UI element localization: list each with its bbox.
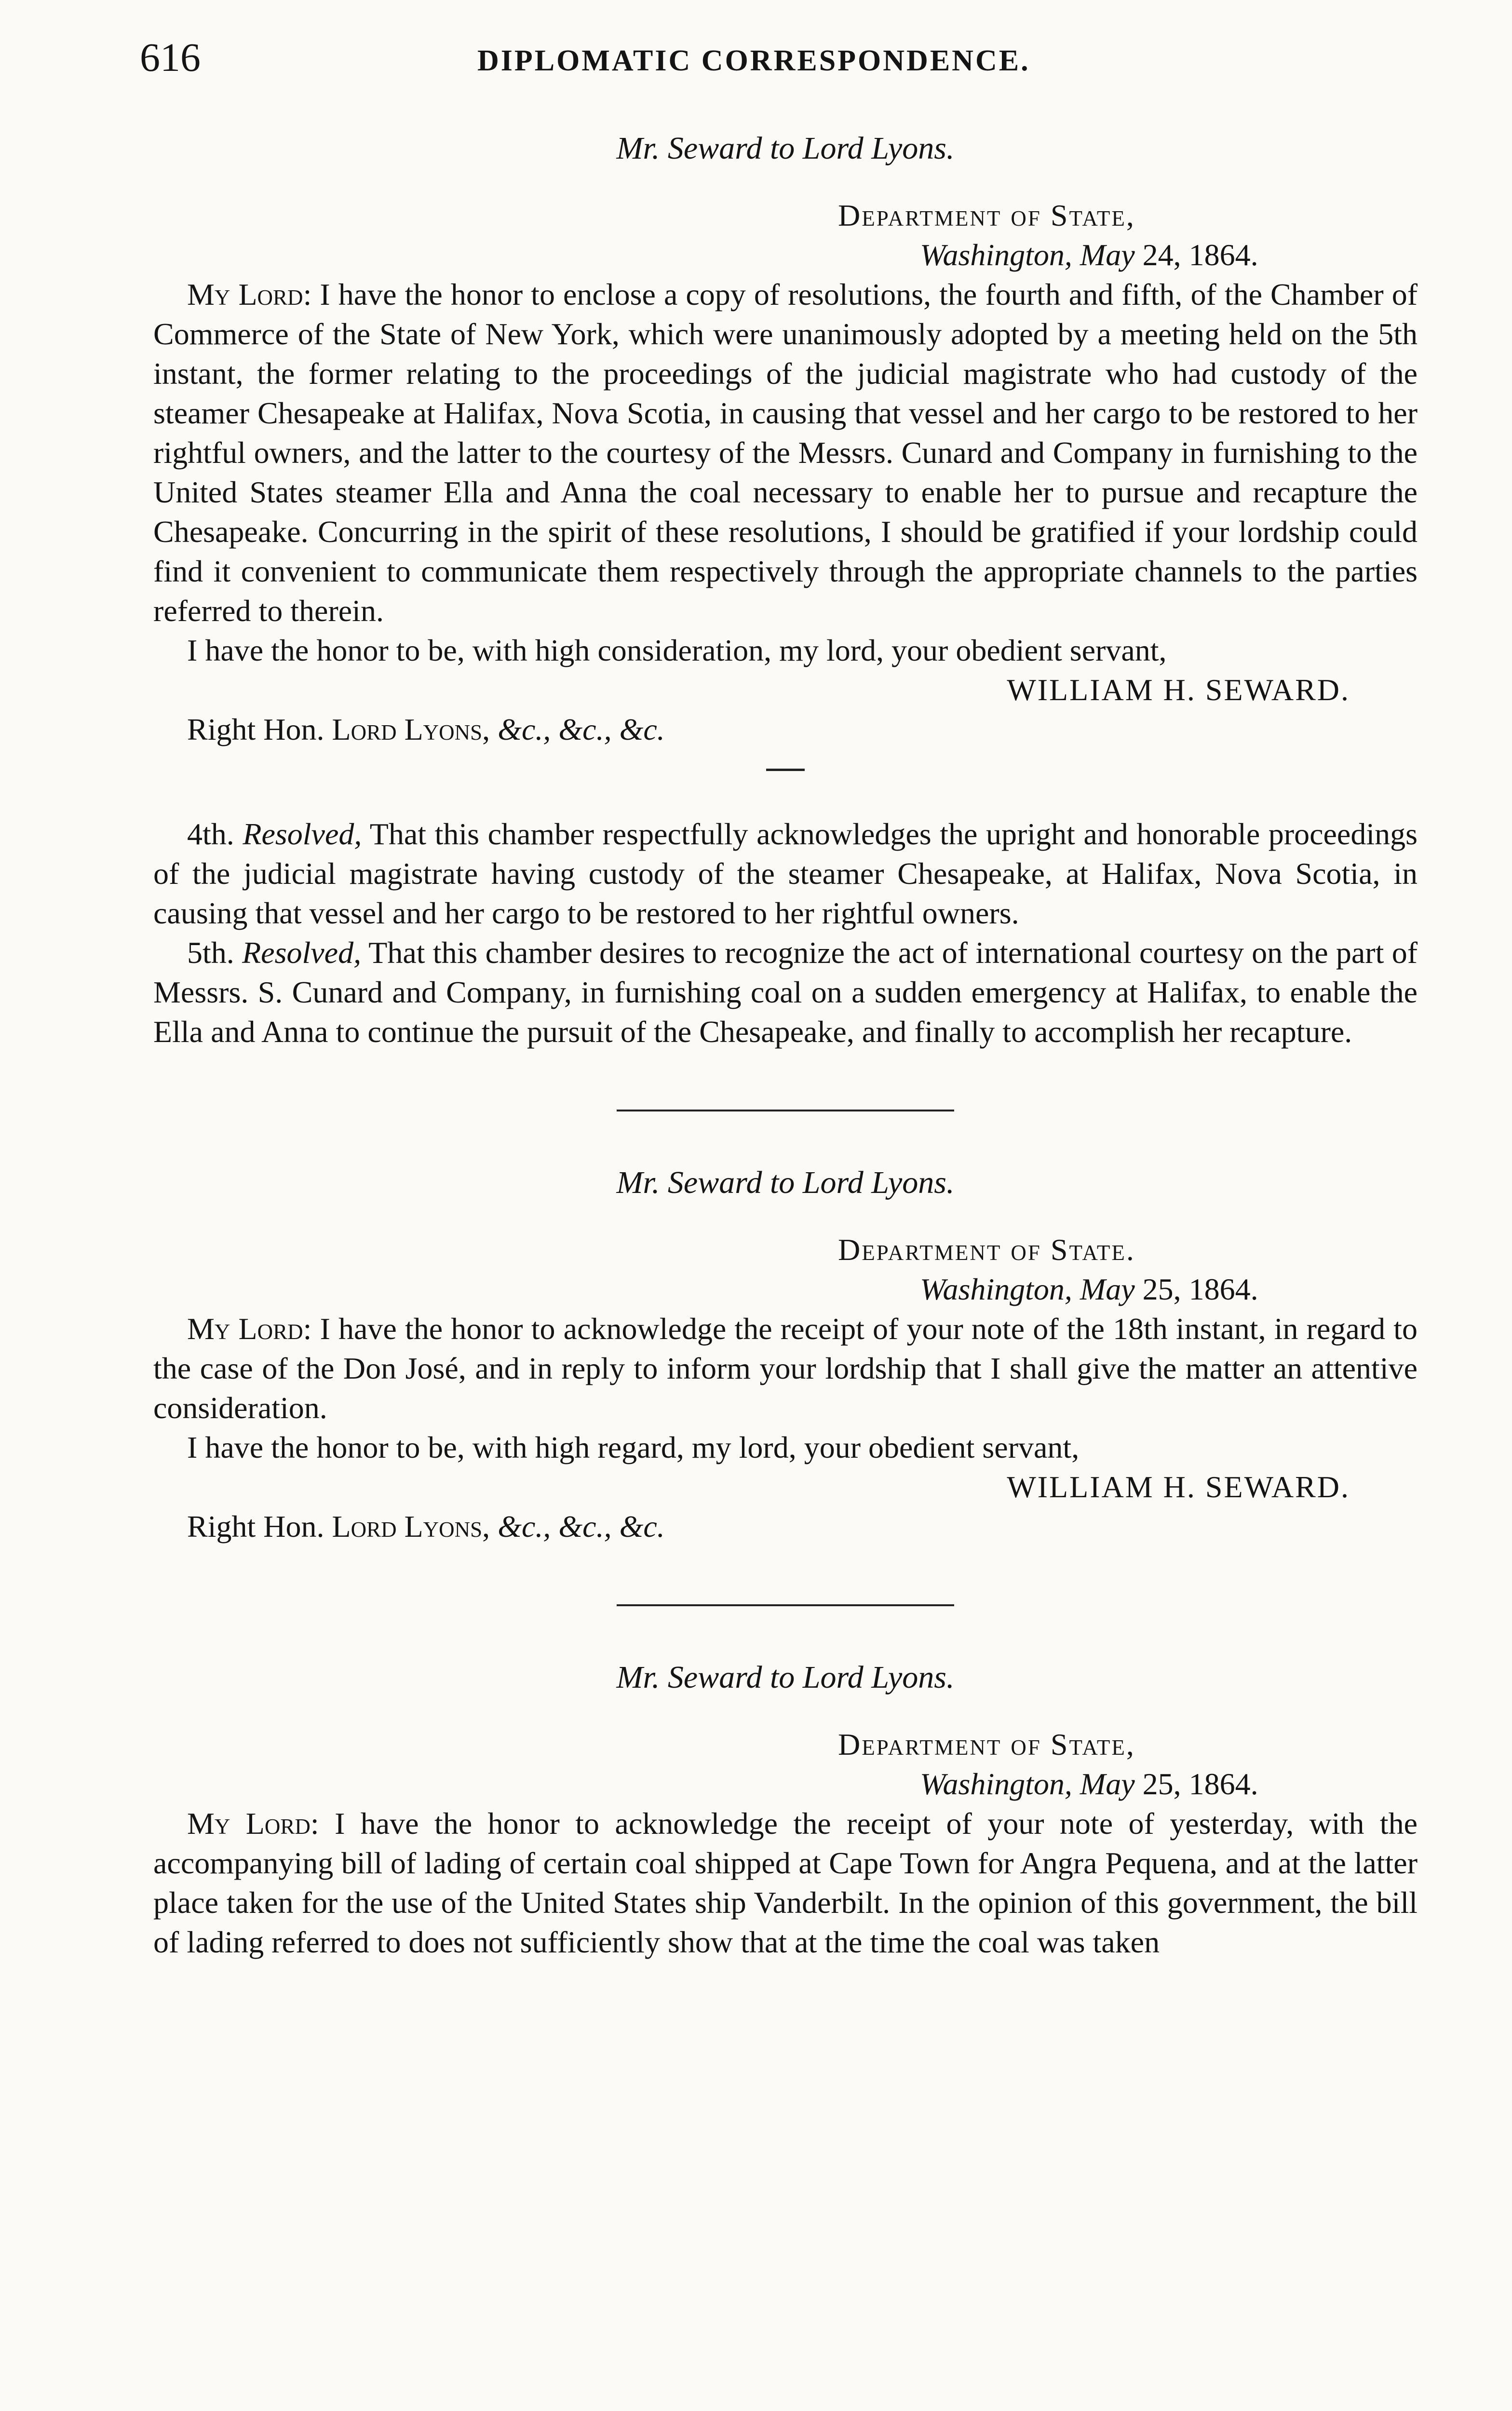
salutation: My Lord (187, 1806, 310, 1841)
running-title: DIPLOMATIC CORRESPONDENCE. (477, 44, 1030, 77)
addressee (187, 710, 1418, 749)
section-divider (617, 1110, 954, 1111)
signature: WILLIAM H. SEWARD. (1007, 1470, 1350, 1504)
dateline (838, 1725, 1418, 1804)
letter-body (153, 275, 1418, 631)
addressee (187, 1507, 1418, 1546)
date-line (920, 1270, 1418, 1309)
date: 25, 1864. (1134, 1767, 1258, 1801)
closing: I have the honor to be, with high consideration, my lord, your obedient servant, (187, 633, 1167, 667)
dateline (838, 1230, 1418, 1309)
letter-body (153, 1309, 1418, 1428)
resolution-number: 5th. (187, 935, 243, 970)
body-text: : I have the honor to acknowledge the receipt of your note of the 18th instant, in regard to the case of the Don José, and in reply to inform your lordship that I shall give the matter an attentive consideration. (153, 1312, 1418, 1425)
dateline (838, 196, 1418, 275)
running-head (140, 29, 1422, 87)
date: 24, 1864. (1134, 238, 1258, 272)
date-line (920, 235, 1418, 275)
letter-2 (153, 1160, 1418, 1546)
addressee-title: Lord Lyons, (332, 712, 490, 746)
letter-heading: Mr. Seward to Lord Lyons. (616, 131, 955, 166)
signature: WILLIAM H. SEWARD. (1007, 673, 1350, 707)
addressee-etc: &c., &c., &c. (490, 712, 665, 746)
page-number: 616 (140, 35, 201, 80)
addressee-etc: &c., &c., &c. (490, 1509, 665, 1544)
place: Washington, May (920, 238, 1135, 272)
addressee-prefix: Right Hon. (187, 712, 332, 746)
salutation: My Lord (187, 1312, 303, 1346)
body-text: : I have the honor to enclose a copy of resolutions, the fourth and fifth, of the Chamber of Commerce of the State of New York, which were unanimously adopted by a meeting held on the 5th instant, the former relating to the proceedings of the judicial magistrate who had custody of the steamer Chesapeake at Halifax, Nova Scotia, in causing that vessel and her cargo to be restored to her rightful owners, and the latter to the courtesy of the Messrs. Cunard and Company in furnishing to the United States steamer Ella and Anna the coal necessary to enable her to pursue and recapture the Chesapeake. Concurring in the spirit of these resolutions, I should be gratified if your lordship could find it convenient to communicate them respectively through the appropriate channels to the parties referred to therein. (153, 277, 1418, 628)
short-divider (766, 769, 805, 771)
addressee-prefix: Right Hon. (187, 1509, 332, 1544)
resolution-4th (153, 814, 1418, 933)
page-body (153, 125, 1418, 1962)
resolution-5th (153, 933, 1418, 1052)
closing: I have the honor to be, with high regard, my lord, your obedient servant, (187, 1430, 1080, 1464)
letter-body (153, 1804, 1418, 1962)
department-line: Department of State. (838, 1233, 1135, 1267)
resolution-text: That this chamber desires to recognize the act of international courtesy on the part of Messrs. S. Cunard and Company, in furnishing coal on a sudden emergency at Halifax, to enable the Ella and Anna to continue the pursuit of the Chesapeake, and finally to accomplish her recapture. (153, 935, 1418, 1049)
letter-heading: Mr. Seward to Lord Lyons. (616, 1165, 955, 1200)
department-line: Department of State, (838, 198, 1135, 232)
letter-1 (153, 125, 1418, 1052)
addressee-title: Lord Lyons, (332, 1509, 490, 1544)
resolution-keyword: Resolved, (242, 935, 362, 970)
department-line: Department of State, (838, 1727, 1135, 1761)
resolution-number: 4th. (187, 817, 243, 851)
resolution-keyword: Resolved, (243, 817, 362, 851)
date: 25, 1864. (1134, 1272, 1258, 1306)
date-line (920, 1764, 1418, 1804)
section-divider (617, 1604, 954, 1606)
body-text: : I have the honor to acknowledge the receipt of your note of yesterday, with the accompanying bill of lading of certain coal shipped at Cape Town for Angra Pequena, and at the latter place taken for the use of the United States ship Vanderbilt. In the opinion of this government, the bill of lading referred to does not sufficiently show that at the time the coal was taken (153, 1806, 1418, 1959)
salutation: My Lord (187, 277, 303, 312)
letter-3 (153, 1654, 1418, 1962)
letter-heading: Mr. Seward to Lord Lyons. (616, 1660, 955, 1695)
resolution-text: That this chamber respectfully acknowledges the upright and honorable proceedings of the judicial magistrate having custody of the steamer Chesapeake, at Halifax, Nova Scotia, in causing that vessel and her cargo to be restored to her rightful owners. (153, 817, 1418, 930)
place: Washington, May (920, 1767, 1135, 1801)
place: Washington, May (920, 1272, 1135, 1306)
